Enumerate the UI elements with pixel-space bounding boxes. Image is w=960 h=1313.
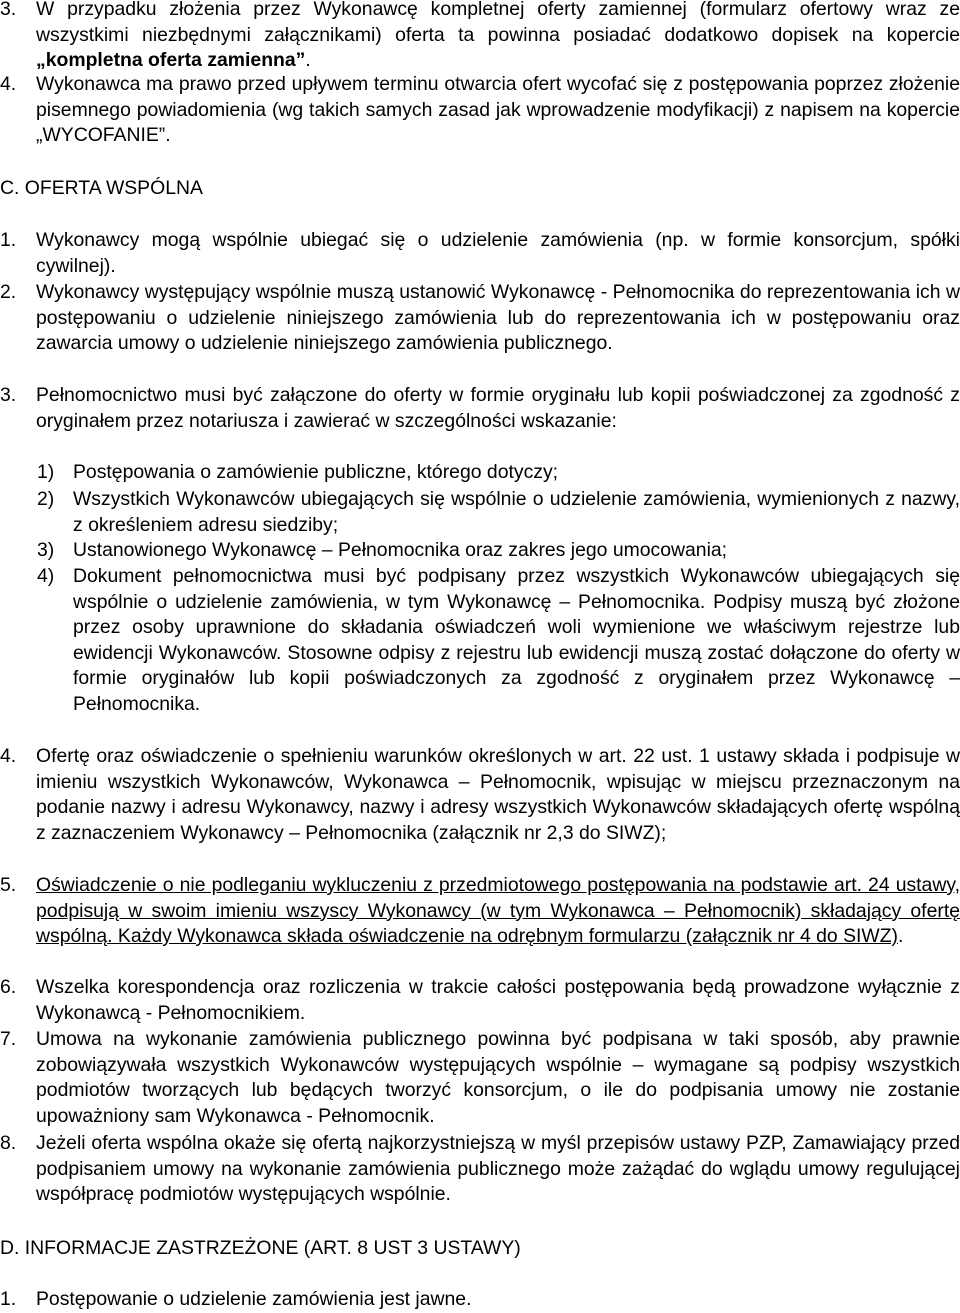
item-text-bold: „kompletna oferta zamienna” [36,49,306,71]
item-number: 7. [0,1028,17,1050]
item-text-underlined: Oświadczenie o nie podleganiu wykluczeniu z przedmiotowego postępowania na podstawie art. 24 ustawy, podpisują w swoim imieniu wszyscy Wykonawcy (w tym Wykonawca – Pełnomocnik) składający ofertę wspólną. Każdy Wykonawca składa oświadczenie na odrębnym formularzu (załącznik nr 4 do SIWZ) [36,874,960,947]
item-number: 8. [0,1132,17,1154]
item-text: Pełnomocnictwo musi być załączone do oferty w formie oryginału lub kopii poświadczonej za zgodność z oryginałem przez notariusza i zawierać w szczególności wskazanie: [36,384,960,432]
item-text: Wszystkich Wykonawców ubiegających się wspólnie o udzielenie zamówienia, wymienionych z nazwy, z określeniem adresu siedziby; [73,488,960,536]
list-item-c7 [0,1027,960,1129]
list-item-c4 [0,744,960,846]
item-number: 1. [0,1288,17,1310]
section-d-heading: D. INFORMACJE ZASTRZEŻONE (ART. 8 UST 3 USTAWY) [0,1237,521,1259]
item-text: Postępowania o zamówienie publiczne, którego dotyczy; [73,461,559,483]
sublist-item-4 [37,564,960,717]
sublist-item-2 [37,487,960,538]
item-text: W przypadku złożenia przez Wykonawcę kompletnej oferty zamiennej (formularz ofertowy wraz ze wszystkimi niezbędnymi załącznikami) oferta ta powinna posiadać dodatkowo dopisek na kopercie [36,0,960,46]
section-c-heading: C. OFERTA WSPÓLNA [0,177,203,199]
item-number: 2. [0,281,17,303]
item-text: Wykonawcy występujący wspólnie muszą ustanowić Wykonawcę - Pełnomocnika do reprezentowania ich w postępowaniu o udzielenie niniejszego zamówienia lub do reprezentowania ich w postępowaniu oraz zawarcia umowy o udzielenie niniejszego zamówienia publicznego. [36,281,960,354]
list-item-c1 [0,228,960,279]
item-text: Wykonawca ma prawo przed upływem terminu otwarcia ofert wycofać się z postępowania poprzez złożenie pisemnego powiadomienia (wg takich samych zasad jak wprowadzenie modyfikacji) z napisem na kopercie „WYCOFANIE”. [36,73,960,146]
item-text: Wszelka korespondencja oraz rozliczenia w trakcie całości postępowania będą prowadzone wyłącznie z Wykonawcą - Pełnomocnikiem. [36,976,960,1024]
item-number: 1. [0,229,17,251]
item-text-end: . [898,925,904,947]
list-item-c6 [0,975,960,1026]
list-item-b4 [0,72,960,149]
item-text: Wykonawcy mogą wspólnie ubiegać się o udzielenie zamówienia (np. w formie konsorcjum, spółki cywilnej). [36,229,960,277]
item-number: 3. [0,0,17,20]
list-item-d1 [0,1287,960,1313]
sublist-item-1 [37,460,960,486]
list-item-b3 [0,0,960,74]
list-item-c5 [0,873,960,950]
item-number: 4. [0,73,17,95]
item-text: Postępowanie o udzielenie zamówienia jest jawne. [36,1288,472,1310]
list-item-c8 [0,1131,960,1208]
list-item-c2 [0,280,960,357]
item-number: 5. [0,874,17,896]
item-number: 2) [37,488,55,510]
list-item-c3 [0,383,960,434]
item-number: 4) [37,565,55,587]
item-text: Ofertę oraz oświadczenie o spełnieniu warunków określonych w art. 22 ust. 1 ustawy składa i podpisuje w imieniu wszystkich Wykonawców, Wykonawca – Pełnomocnik, wpisując w miejscu przeznaczonym na podanie nazwy i adresu Wykonawcy, nazwy i adresy wszystkich Wykonawców składających ofertę wspólną z zaznaczeniem Wykonawcy – Pełnomocnika (załącznik nr 2,3 do SIWZ); [36,745,960,844]
item-number: 1) [37,461,55,483]
sublist-item-3 [37,538,960,564]
item-text-end: . [305,49,311,71]
item-number: 6. [0,976,17,998]
item-number: 4. [0,745,17,767]
item-number: 3. [0,384,17,406]
item-number: 3) [37,539,55,561]
item-text: Ustanowionego Wykonawcę – Pełnomocnika oraz zakres jego umocowania; [73,539,728,561]
item-text: Dokument pełnomocnictwa musi być podpisany przez wszystkich Wykonawców ubiegających się wspólnie o udzielenie zamówienia, w tym Wykonawcę – Pełnomocnika. Podpisy muszą być złożone przez osoby uprawnione do składania oświadczeń woli wymienione we właściwym rejestrze lub ewidencji Wykonawców. Stosowne odpisy z rejestru lub ewidencji muszą zostać dołączone do oferty w formie oryginałów lub kopii poświadczonych za zgodność z oryginałem przez Wykonawcę – Pełnomocnika. [73,565,960,715]
item-text: Jeżeli oferta wspólna okaże się ofertą najkorzystniejszą w myśl przepisów ustawy PZP, Zamawiający przed podpisaniem umowy na wykonanie zamówienia publicznego może zażądać do wglądu umowy regulującej współpracę podmiotów występujących wspólnie. [36,1132,960,1205]
item-text: Umowa na wykonanie zamówienia publicznego powinna być podpisana w taki sposób, aby prawnie zobowiązywała wszystkich Wykonawców występujących wspólnie – wymagane są podpisy wszystkich podmiotów tworzących lub będących tworzyć konsorcjum, o ile do podpisania umowy nie zostanie upoważniony sam Wykonawca - Pełnomocnik. [36,1028,960,1127]
